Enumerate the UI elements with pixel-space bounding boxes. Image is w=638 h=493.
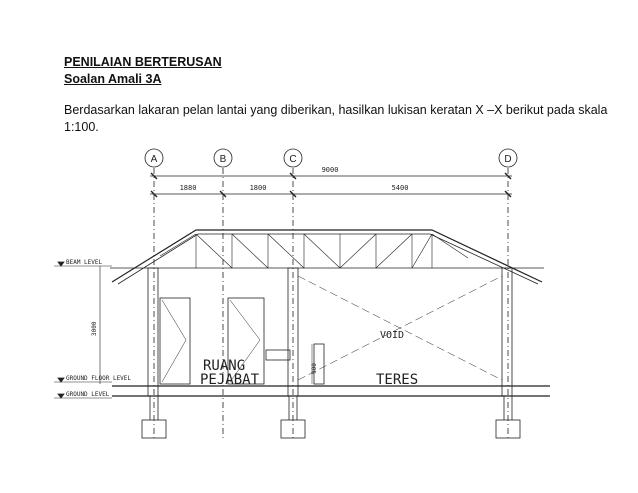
roof-inner <box>118 234 538 284</box>
column-a <box>148 268 158 396</box>
height-dim-label: 3000 <box>91 321 98 336</box>
dim-segment-2: 1800 <box>249 184 267 192</box>
room-label-void: VOID <box>380 330 405 341</box>
question-title: Soalan Amali 3A <box>64 72 162 86</box>
counter <box>266 350 290 360</box>
gl-label: GROUND LEVEL <box>66 391 110 398</box>
dim-overall: 9000 <box>321 166 339 174</box>
room-label-pejabat: PEJABAT <box>200 372 260 388</box>
grid-label-a: A <box>150 154 158 165</box>
column-d <box>502 268 512 396</box>
grid-label-c: C <box>289 154 297 165</box>
room-label-ruang: RUANG <box>203 358 246 374</box>
room-label-teres: TERES <box>376 372 419 388</box>
dim-segment-1: 1880 <box>179 184 197 192</box>
grid-label-d: D <box>504 154 512 165</box>
beam-level-label: BEAM LEVEL <box>66 259 103 266</box>
instruction-text: Berdasarkan lakaran pelan lantai yang diberikan, hasilkan lukisan keratan X –X berikut pada skala 1:100. <box>64 103 608 134</box>
assessment-title: PENILAIAN BERTERUSAN <box>64 55 222 69</box>
small-dim-label: 900 <box>311 363 318 374</box>
grid-label-b: B <box>219 154 227 165</box>
dim-segment-3: 5400 <box>391 184 409 192</box>
gfl-label: GROUND FLOOR LEVEL <box>66 375 132 382</box>
